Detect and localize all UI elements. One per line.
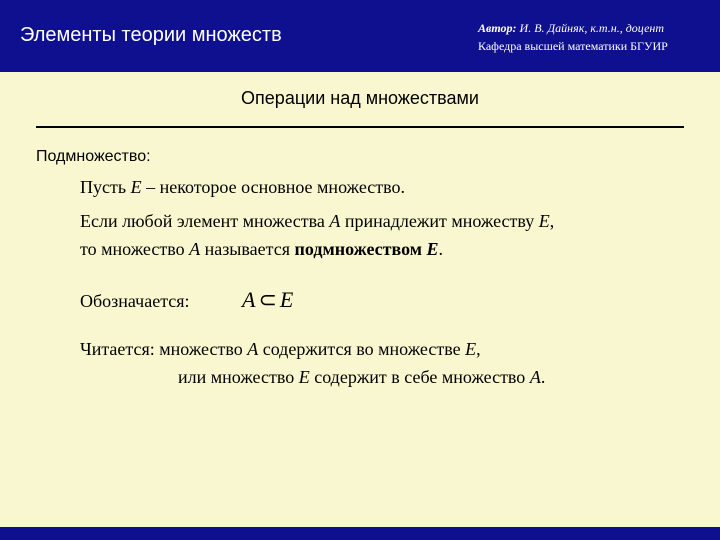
var-a: A bbox=[189, 239, 201, 259]
text: , bbox=[549, 211, 555, 231]
text: Читается: множество bbox=[80, 339, 248, 359]
term-subset: подмножеством bbox=[294, 239, 423, 259]
var-a: A bbox=[529, 367, 541, 387]
text: содержит в себе множество bbox=[314, 367, 530, 387]
author-line bbox=[478, 19, 668, 37]
subset-symbol: ⊂ bbox=[258, 287, 277, 312]
section-label: Подмножество: bbox=[36, 148, 151, 165]
text: Пусть bbox=[80, 177, 131, 197]
formula-left: A bbox=[242, 287, 256, 312]
var-a: A bbox=[329, 211, 341, 231]
header-bar bbox=[0, 0, 720, 72]
course-title: Элементы теории множеств bbox=[20, 24, 282, 46]
text: . bbox=[540, 367, 546, 387]
text: то множество bbox=[80, 239, 190, 259]
reads-line-1 bbox=[80, 339, 481, 360]
var-a: A bbox=[247, 339, 259, 359]
text: – некоторое основное множество. bbox=[141, 177, 405, 197]
author-label: Автор: bbox=[478, 21, 517, 35]
var-e: E bbox=[538, 211, 550, 231]
var-e: E bbox=[298, 367, 310, 387]
reads-line-2 bbox=[178, 367, 545, 388]
footer-bar bbox=[0, 527, 720, 540]
title-divider bbox=[36, 126, 684, 128]
text: Если любой элемент множества bbox=[80, 211, 330, 231]
var-e: E bbox=[426, 239, 439, 259]
notation-label: Обозначается: bbox=[80, 291, 190, 311]
formula-right: E bbox=[279, 287, 294, 312]
var-e: E bbox=[465, 339, 477, 359]
definition-line-1 bbox=[80, 177, 405, 198]
definition-line-2 bbox=[80, 211, 554, 232]
text: , bbox=[476, 339, 481, 359]
author-name: И. В. Дайняк, к.т.н., доцент bbox=[519, 21, 665, 35]
text: называется bbox=[204, 239, 295, 259]
subset-formula bbox=[242, 287, 293, 313]
slide-title: Операции над множествами bbox=[241, 88, 479, 108]
text: принадлежит множеству bbox=[344, 211, 539, 231]
definition-line-3 bbox=[80, 239, 443, 260]
author-block bbox=[478, 19, 668, 55]
text: или множество bbox=[178, 367, 299, 387]
department: Кафедра высшей математики БГУИР bbox=[478, 39, 668, 53]
text: содержится во множестве bbox=[262, 339, 466, 359]
text: . bbox=[438, 239, 444, 259]
var-e: E bbox=[130, 177, 142, 197]
